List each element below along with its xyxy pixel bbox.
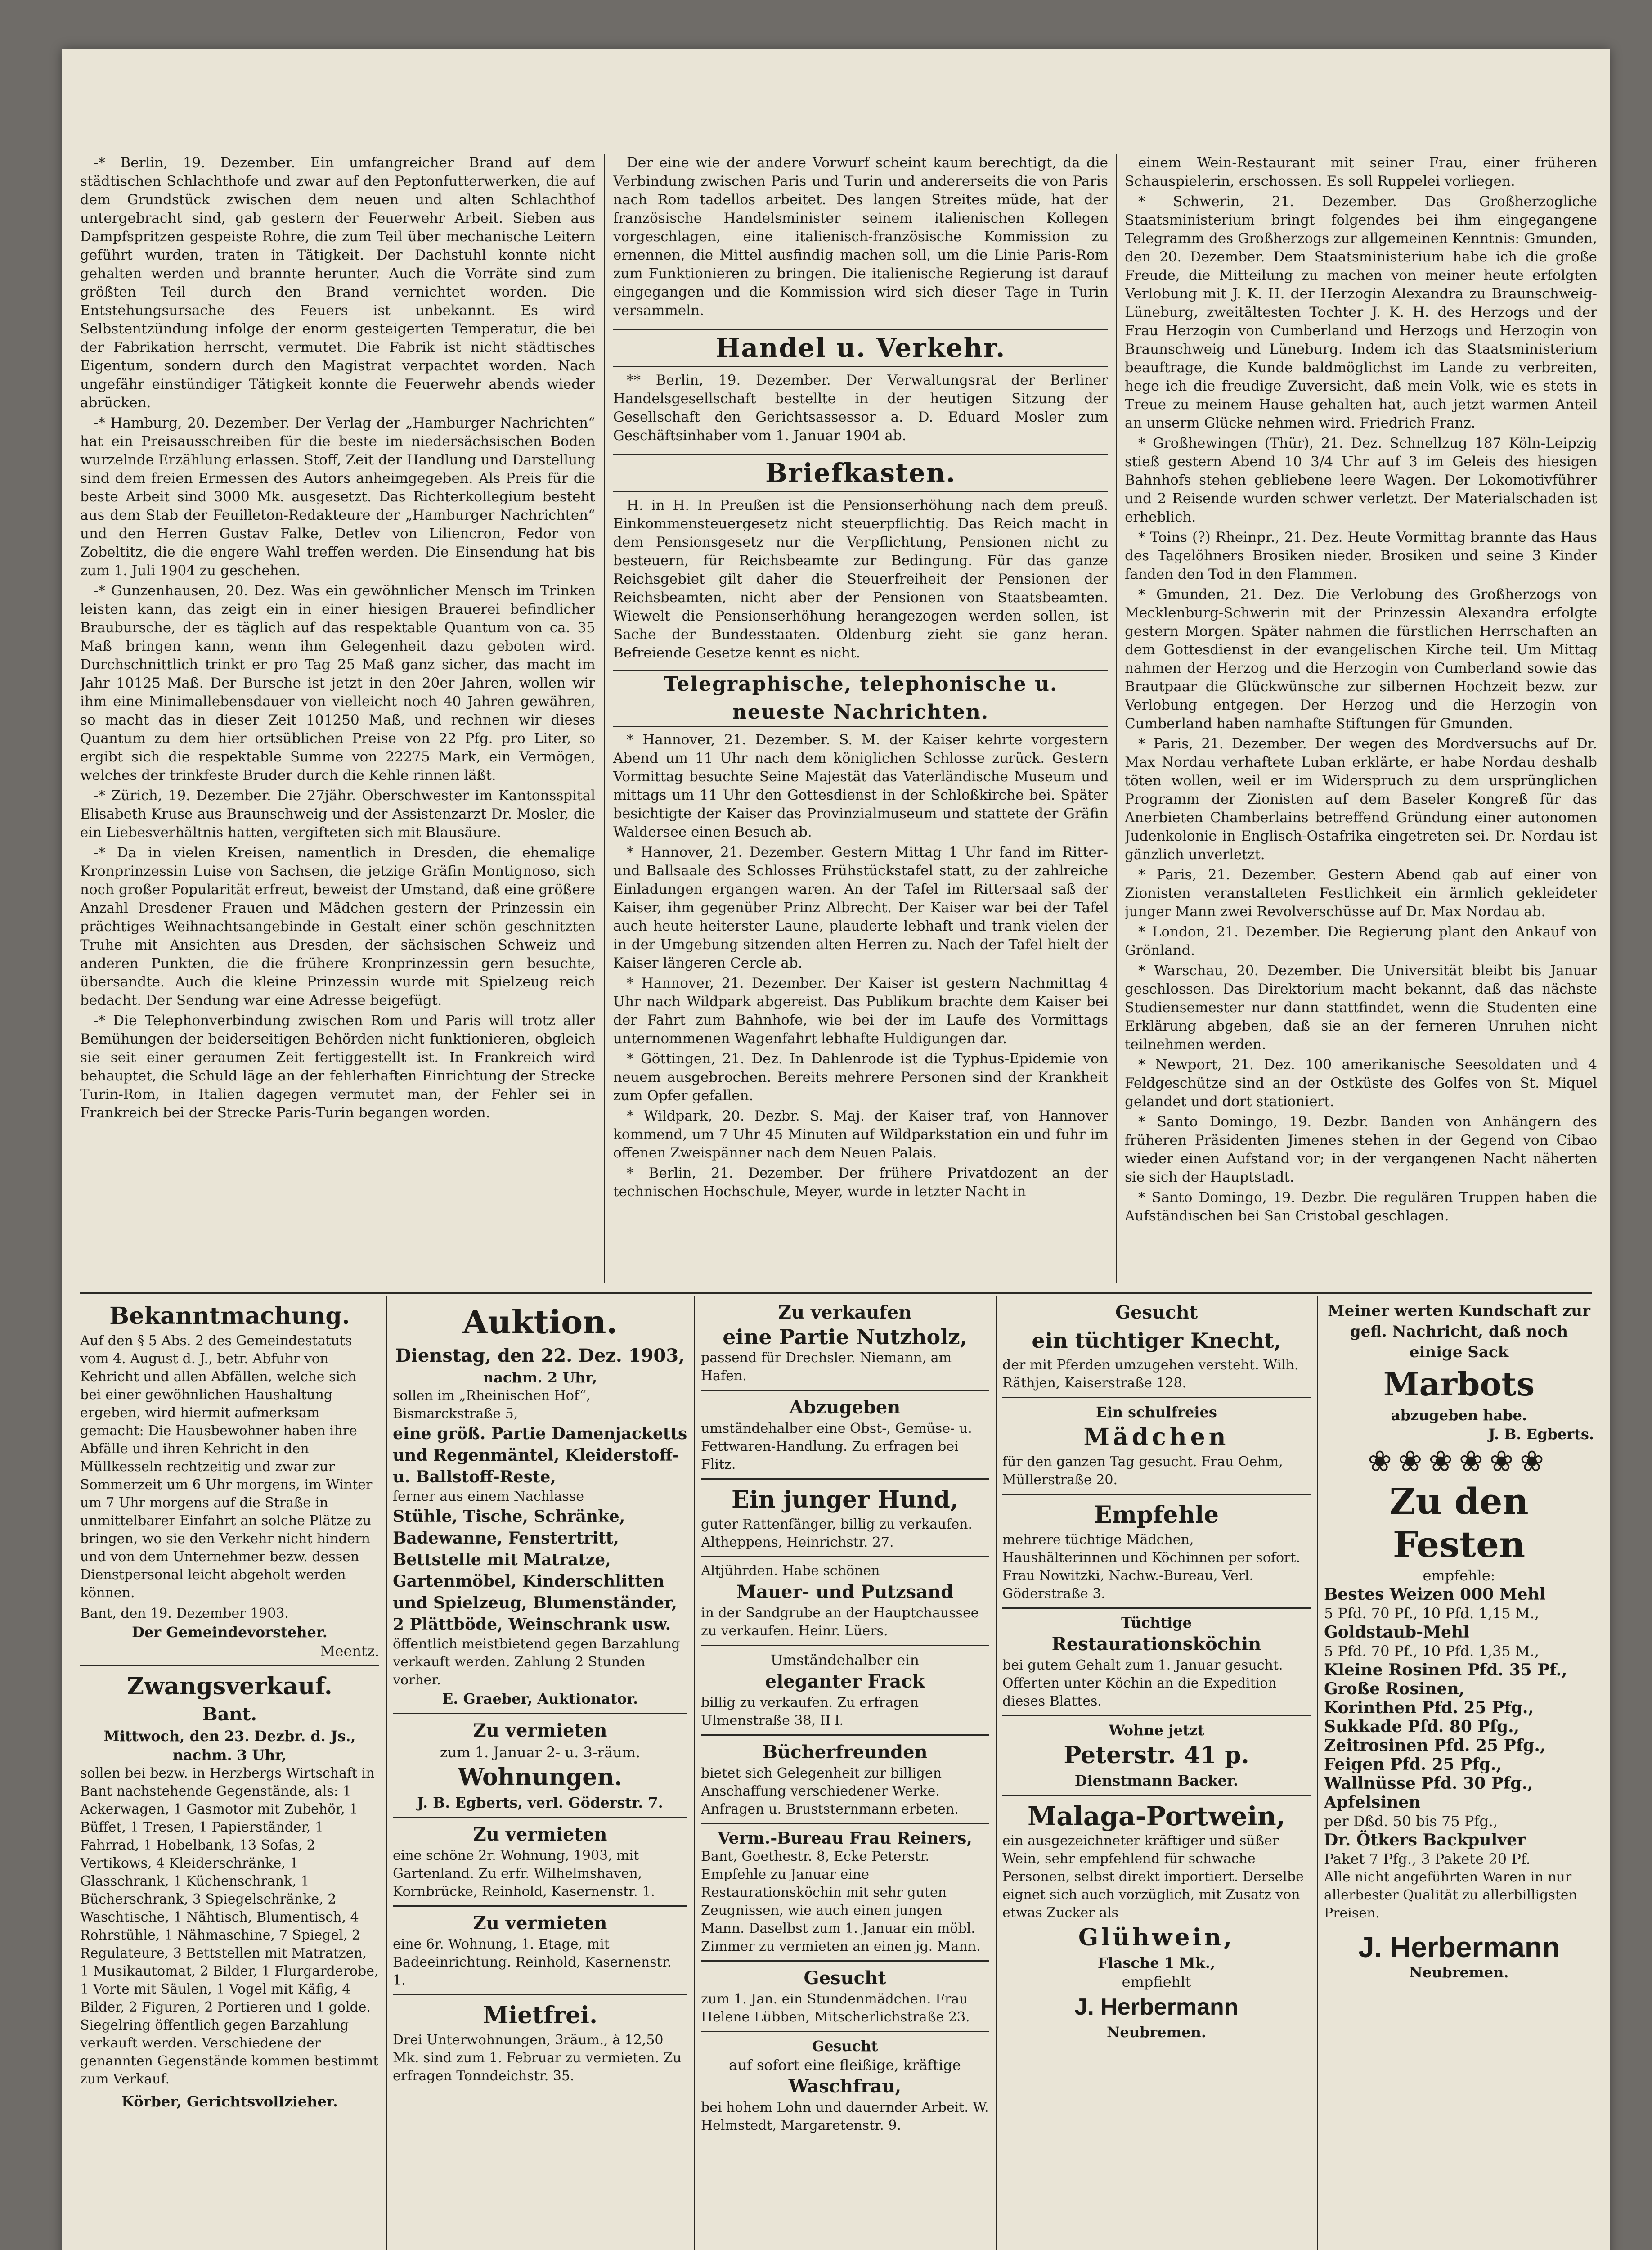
- ad-item: Bestes Weizen 000 Mehl: [1324, 1585, 1546, 1604]
- article: * Göttingen, 21. Dez. In Dahlenrode ist die Typhus-Epidemie von neuem ausgebrochen. Bereits mehrere Personen sind der Krankheit zum Opfer gefallen.: [613, 1051, 1108, 1104]
- ads-separator: [80, 1292, 1592, 1294]
- ad-title: Abzugeben: [789, 1397, 901, 1418]
- article: -* Hamburg, 20. Dezember. Der Verlag der „Hamburger Nachrichten“ hat ein Preisausschreiben für die beste im niedersächsischen Boden wurzelnde Erzählung erlassen. Stoff, Zeit der Handlung und Darstellung sind dem freien Ermessen des Autors anheimgegeben. Als Preis für die beste Arbeit sind 3000 Mk. ausgesetzt. Das Richterkollegium besteht aus dem Stab der Feuilleton-Redakteure der „Hamburger Nachrichten“ und den Herren Gustav Falke, Detlev von Liliencron, Fedor von Zobeltitz, die die engere Wahl treffen werden. Die Einsendung hat bis zum 1. Juli 1904 zu geschehen.: [80, 415, 595, 579]
- ad-items: Stühle, Tische, Schränke, Badewanne, Fenstertritt, Bettstelle mit Matratze, Gartenmöbel, Kinderschlitten und Spielzeug, Blumenständer, 2 Plättböde, Weinschrank usw.: [393, 1507, 678, 1634]
- ad-extra: ferner aus einem Nachlasse: [393, 1489, 584, 1504]
- ad-text: bei gutem Gehalt zum 1. Januar gesucht. Offerten unter Köchin an die Expedition dieses Blattes.: [1002, 1657, 1283, 1709]
- article: * Paris, 21. Dezember. Gestern Abend gab auf einer von Zionisten veranstalteten Festlichkeit ein ärmlich gekleideter junger Mann zwei Revolverschüsse auf Dr. Max Nordau ab.: [1125, 867, 1597, 920]
- ad-place: Neubremen.: [1409, 1964, 1509, 1981]
- ad-column-rule: [694, 1296, 695, 2250]
- ad-signature: Körber, Gerichtsvollzieher.: [121, 2093, 338, 2110]
- article: * Schwerin, 21. Dezember. Das Großherzogliche Staatsministerium bringt folgendes bei ihm eingegangene Telegramm des Großherzogs zur allgemeinen Kenntnis: Gmunden, den 20. Dezember. Dem Staatsministerium habe ich die große Freude, die Mitteilung zu machen von meiner heute erfolgten Verlobung mit J. K. H. der Herzogin Alexandra zu Braunschweig-Lüneburg, zweitältesten Tochter J. K. H. des Herzogs und der Frau Herzogin von Cumberland und Herzogs und Herzogin von Braunschweig und Lüneburg. Indem ich das Staatsministerium beauftrage, die Kunde baldmöglichst im Lande zu verbreiten, hege ich die freudige Zuversicht, daß mein Volk, wie es stets in Treue zu meinem Hause gehalten hat, auch jetzt warmen Anteil an unserm Glücke nehmen wird. Friedrich Franz.: [1125, 194, 1597, 431]
- article: einem Wein-Restaurant mit seiner Frau, einer früheren Schauspielerin, erschossen. Es soll Ruppelei vorliegen.: [1125, 155, 1597, 189]
- article: -* Die Telephonverbindung zwischen Rom und Paris will trotz aller Bemühungen der beiderseitigen Behörden nicht funktionieren, obgleich sie seit einer geraumen Zeit fertiggestellt ist. In Frankreich wird behauptet, die Schuld läge an der fehlerhaften Einrichtung der Strecke Turin-Rom, in Italien dagegen vermutet man, der Fehler sei in Frankreich bei der Strecke Paris-Turin begangen worden.: [80, 1012, 595, 1121]
- ad-column-3: [701, 1300, 989, 2250]
- article: * Warschau, 20. Dezember. Die Universität bleibt bis Januar geschlossen. Das Direktorium macht bekannt, daß das nächste Studiensemester nur dann stattfindet, wenn die Studenten eine Erklärung abgeben, daß sie an der ferneren Unruhen nicht teilnehmen werden.: [1125, 963, 1597, 1053]
- article: * Paris, 21. Dezember. Der wegen des Mordversuchs auf Dr. Max Nordau verhaftete Luban erklärte, er habe Nordau deshalb töten wollen, weil er im Widerspruch zu dem ursprünglichen Programm der Zionisten auf dem Baseler Kongreß für das Anerbieten Chamberlains betreffend Gründung einer autonomen Judenkolonie in Englisch-Ostafrika eingetreten sei. Dr. Nordau ist gänzlich unverletzt.: [1125, 736, 1597, 863]
- ad-place: Altjührden. Habe schönen: [701, 1563, 880, 1579]
- article: * Toins (?) Rheinpr., 21. Dez. Heute Vormittag brannte das Haus des Tagelöhners Brosiken nieder. Brosiken und seine 3 Kinder fanden den Tod in den Flammen.: [1125, 529, 1597, 582]
- ad-item: per Dßd. 50 bis 75 Pfg.,: [1324, 1813, 1498, 1830]
- ad-pre: Ein schulfreies: [1096, 1404, 1217, 1421]
- ad-text: für den ganzen Tag gesucht. Frau Oehm, Müllerstraße 20.: [1002, 1454, 1283, 1488]
- ad-text: Bant, Goethestr. 8, Ecke Peterstr. Empfehle zu Januar eine Restaurationsköchin mit sehr guten Zeugnissen, wie auch einen jungen Mann. Daselbst zum 1. Januar ein möbl. Zimmer zu vermieten an einen jg. Mann.: [701, 1849, 981, 1954]
- column-rule: [1116, 154, 1117, 1283]
- ad-title: Bücherfreunden: [762, 1742, 928, 1763]
- ad-text: guter Rattenfänger, billig zu verkaufen. Altheppens, Heinrichstr. 27.: [701, 1516, 973, 1550]
- ad-column-4: [1002, 1300, 1311, 2250]
- ad-title: Marbots: [1383, 1365, 1535, 1403]
- section-heading-handel: Handel u. Verkehr.: [613, 329, 1108, 367]
- ad-title: Zu vermieten: [473, 1912, 607, 1934]
- ad-place: sollen im „Rheinischen Hof“, Bismarckstraße 5,: [393, 1388, 591, 1422]
- newspaper-page: [62, 50, 1610, 2250]
- ad-text: Drei Unterwohnungen, 3räum., à 12,50 Mk. sind zum 1. Februar zu vermieten. Zu erfragen Tonndeichstr. 35.: [393, 2032, 682, 2084]
- ad-text: passend für Drechsler. Niemann, am Hafen.: [701, 1350, 952, 1384]
- ad-big: Glühwein,: [1078, 1924, 1235, 1951]
- ad-item: Apfelsinen: [1324, 1793, 1421, 1812]
- ad-column-rule: [386, 1296, 387, 2250]
- ad-title: Bekanntmachung.: [109, 1302, 350, 1330]
- ad-title: Mietfrei.: [482, 2002, 598, 2029]
- ad-title: Zu den Festen: [1389, 1480, 1529, 1566]
- ad-date: Bant, den 19. Dezember 1903.: [80, 1606, 289, 1621]
- ad-big: Wohnungen.: [458, 1764, 623, 1791]
- ad-title: Gesucht: [1115, 1302, 1198, 1323]
- ad-title: Peterstr. 41 p.: [1064, 1742, 1249, 1769]
- ad-item: Dr. Ötkers Backpulver: [1324, 1831, 1526, 1850]
- ad-item: Große Rosinen,: [1324, 1679, 1465, 1698]
- ad-title: J. Herbermann: [1074, 1994, 1239, 2020]
- ad-title: Verm.-Bureau Frau Reiners,: [718, 1829, 972, 1848]
- ad-item: Alle nicht angeführten Waren in nur allerbester Qualität zu allerbilligsten Preisen.: [1324, 1869, 1577, 1921]
- ad-pre: Tüchtige: [1121, 1614, 1192, 1631]
- ad-column-rule: [996, 1296, 997, 2250]
- ad-title: Zu verkaufen: [778, 1302, 912, 1323]
- ad-title: Gesucht: [804, 1967, 886, 1989]
- ad-text: bietet sich Gelegenheit zur billigen Anschaffung verschiedener Werke. Anfragen u. Bruststernmann erbeten.: [701, 1765, 959, 1817]
- article: * Berlin, 21. Dezember. Der frühere Privatdozent an der technischen Hochschule, Meyer, wurde in letzter Nacht in: [613, 1165, 1108, 1200]
- ad-title: Ein junger Hund,: [732, 1486, 958, 1513]
- ad-item: Kleine Rosinen Pfd. 35 Pf.,: [1324, 1660, 1567, 1679]
- ad-pre: Wohne jetzt: [1109, 1722, 1204, 1739]
- article: * Santo Domingo, 19. Dezbr. Banden von Anhängern des früheren Präsidenten Jimenes stehen in der Gegend von Cibao wieder einen Aufstand vor; in der vergangenen Nacht näherten sie sich der Hauptstadt.: [1125, 1114, 1597, 1185]
- ad-title: Mädchen: [1083, 1423, 1230, 1451]
- ad-item: Wallnüsse Pfd. 30 Pfg.,: [1324, 1774, 1533, 1793]
- ad-title: Zu vermieten: [473, 1720, 607, 1741]
- article: * London, 21. Dezember. Die Regierung plant den Ankauf von Grönland.: [1125, 924, 1597, 958]
- ad-sub: empfehle:: [1423, 1567, 1495, 1584]
- ad-place: Bant.: [202, 1704, 257, 1725]
- ad-signature: Der Gemeindevorsteher.: [132, 1624, 328, 1641]
- ad-title: Restaurationsköchin: [1051, 1634, 1261, 1655]
- section-heading-briefkasten: Briefkasten.: [613, 454, 1108, 492]
- ad-column-1: [80, 1300, 379, 2250]
- article: -* Da in vielen Kreisen, namentlich in Dresden, die ehemalige Kronprinzessin Luise von Sachsen, die jetzige Gräfin Montignoso, sich noch großer Popularität erfreut, beweist der Umstand, daß eine größere Anzahl Dresdener Frauen und Mädchen gestern der Prinzessin ein prächtiges Weihnachtsangebinde in Gestalt einer schön geschnitzten Truhe mit Ansichten aus Dresden, der sächsischen Schweiz und anderen Punkten, die die frühere Kronprinzessin gern besuchte, übersandte. Auch die kleine Prinzessin wurde mit Spielzeug reich bedacht. Der Sendung war eine Adresse beigefügt.: [80, 845, 595, 1008]
- ad-name: Dienstmann Backer.: [1074, 1772, 1239, 1789]
- ad-text: bei hohem Lohn und dauernder Arbeit. W. Helmstedt, Margaretenstr. 9.: [701, 2100, 989, 2133]
- ad-item: Feigen Pfd. 25 Pfg.,: [1324, 1755, 1502, 1774]
- ad-text: billig zu verkaufen. Zu erfragen Ulmenstraße 38, II l.: [701, 1695, 919, 1728]
- article: * Santo Domingo, 19. Dezbr. Die regulären Truppen haben die Aufständischen bei San Cristobal geschlagen.: [1125, 1189, 1597, 1224]
- ad-text: öffentlich meistbietend gegen Barzahlung verkauft werden. Zahlung 2 Stunden vorher.: [393, 1636, 680, 1688]
- article: H. in H. In Preußen ist die Pensionserhöhung nach dem preuß. Einkommensteuergesetz nicht steuerpflichtig. Das Reich macht in dem Pensionsgesetz nur die Verpflichtung, Pensionen nicht zu besteuern, für Reichsbeamte zur Bedingung. Für das ganze Reichsgebiet gilt daher die Steuerfreiheit der Pensionen der Reichsbeamten, nicht aber der Pensionen von Staatsbeamten. Wiewelt die Pensionserhöhung herangezogen werden sollen, ist Sache der Bundesstaaten. Oldenburg zieht sie ganz heran. Befreiende Gesetze kennt es nicht.: [613, 497, 1108, 661]
- ad-item: Korinthen Pfd. 25 Pfg.,: [1324, 1698, 1534, 1717]
- article: * Gmunden, 21. Dez. Die Verlobung des Großherzogs von Mecklenburg-Schwerin mit der Prinzessin Alexandra erfolgte gestern Morgen. Später nahmen die fürstlichen Herrschaften an dem Gottesdienst in der evangelischen Kirche teil. Um Mittag nahmen der Herzog und die Herzogin von Cumberland sowie das Brautpaar die Glückwünsche zur silbernen Hochzeit bezw. zur Verlobung entgegen. Der Herzog und die Herzogin von Cumberland haben namhafte Stiftungen für Gmunden.: [1125, 586, 1597, 732]
- ad-title: Zu vermieten: [473, 1824, 607, 1845]
- ad-title: eleganter Frack: [765, 1671, 925, 1692]
- article: -* Berlin, 19. Dezember. Ein umfangreicher Brand auf dem städtischen Schlachthofe und zwar auf den Peptonfutterwerken, die auf dem Grundstück zwischen dem neuen und alten Schlachthof untergebracht sind, gab gestern der Feuerwehr Arbeit. Sieben aus Dampfspritzen gespeiste Rohre, die zum Teil über mechanische Leitern geführt wurden, traten in Tätigkeit. Der Dachstuhl konnte nicht gehalten werden und brannte herunter. Auch die Vorräte sind zum größten Teil durch den Brand vernichtet worden. Die Entstehungsursache des Feuers ist unbekannt. Es wird Selbstentzündung infolge der enorm gesteigerten Temperatur, die bei der Fabrikation herrscht, vermutet. Die Fabrik ist nicht städtisches Eigentum, sondern durch den Magistrat verpachtet worden. Nach ungefähr einstündiger Tätigkeit konnte die Feuerwehr abends wieder abrücken.: [80, 155, 595, 411]
- article: * Wildpark, 20. Dezbr. S. Maj. der Kaiser traf, von Hannover kommend, um 7 Uhr 45 Minuten auf Wildparkstation ein und fuhr im offenen Zweispänner nach dem Neuen Palais.: [613, 1108, 1108, 1161]
- column-rule: [604, 154, 605, 1283]
- ad-text: zum 1. Jan. ein Stundenmädchen. Frau Helene Lübben, Mitscherlichstraße 23.: [701, 1991, 970, 2025]
- article: -* Gunzenhausen, 20. Dez. Was ein gewöhnlicher Mensch im Trinken leisten kann, das zeigt ein in einer hiesigen Brauerei befindlicher Braubursche, der es täglich auf das respektable Quantum von ca. 35 Maß bringen kann, wenn ihm Gelegenheit dazu geboten wird. Durchschnittlich trinkt er pro Tag 25 Maß ganz sicher, das macht im Jahr 10125 Maß. Der Bursche ist jetzt in den 20er Jahren, wollen wir ihm eine Minimallebensdauer von vielleicht noch 40 Jahren gewähren, so macht das in dieser Zeit 101250 Maß, und rechnen wir dieses Quantum zu dem hier ortsüblichen Preise von 22 Pfg. pro Liter, so ergibt sich die respektable Summe von 22275 Mark, ein Vermögen, welches der trinkfeste Bruder durch die Kehle rinnen läßt.: [80, 583, 595, 783]
- news-column-3: [1125, 154, 1597, 1283]
- ad-sub: abzugeben habe.: [1391, 1407, 1527, 1424]
- ad-title: J. Herbermann: [1358, 1931, 1560, 1963]
- ad-item: Sukkade Pfd. 80 Pfg.,: [1324, 1717, 1520, 1736]
- ad-name: J. B. Egberts, verl. Göderstr. 7.: [417, 1794, 663, 1811]
- article: -* Zürich, 19. Dezember. Die 27jähr. Oberschwester im Kantonsspital Elisabeth Kruse aus Braunschweig und der Assistenzarzt Dr. Mosler, die ein Liebesverhältnis hatten, vergifteten sich mit Blausäure.: [80, 788, 595, 841]
- ad-name: Meentz.: [320, 1642, 379, 1660]
- ad-column-2: [393, 1300, 687, 2250]
- ad-text: Auf den § 5 Abs. 2 des Gemeindestatuts vom 4. August d. J., betr. Abfuhr von Kehricht und allen Abfällen, welche sich bei einer gewöhnlichen Haushaltung ergeben, wird hiermit aufmerksam gemacht: Die Hausbewohner haben ihre Abfälle und ihren Kehricht in den Müllkesseln rechtzeitig und zwar zur Sommerzeit um 6 Uhr morgens, im Winter um 7 Uhr morgens auf die Straße in unmittelbarer Einfahrt an solche Plätze zu bringen, wo sie den Verkehr nicht hindern und von dem Unternehmer bezw. dessen Dienstpersonal leicht abgeholt werden können.: [80, 1333, 373, 1601]
- article: * Großhewingen (Thür), 21. Dez. Schnellzug 187 Köln-Leipzig stieß gestern Abend 10 3/4 Uhr auf 3 im Geleis des hiesigen Bahnhofs stehen gebliebene leere Wagen. Der Lokomotivführer und 2 Reisende wurden schwer verletzt. Der Materialschaden ist erheblich.: [1125, 435, 1597, 525]
- article: * Hannover, 21. Dezember. S. M. der Kaiser kehrte vorgestern Abend um 11 Uhr nach dem königlichen Schlosse zurück. Gestern Vormittag besuchte Seine Majestät das Vaterländische Museum und mittags um 11 Uhr den Gottesdienst in der Schloßkirche bei. Später besichtigte der Kaiser das Provinzialmuseum und stattete der Gräfin Waldersee einen Besuch ab.: [613, 732, 1108, 840]
- ad-text: eine schöne 2r. Wohnung, 1903, mit Gartenland. Zu erfr. Wilhelmshaven, Kornbrücke, Reinhold, Kasernenstr. 1.: [393, 1848, 655, 1899]
- ad-item: Zeitrosinen Pfd. 25 Pfg.,: [1324, 1736, 1546, 1755]
- ad-title: Empfehle: [1094, 1501, 1219, 1529]
- article: * Newport, 21. Dez. 100 amerikanische Seesoldaten und 4 Feldgeschütze sind an der Ostküste des Golfes von St. Miquel gelandet und dort stationiert.: [1125, 1057, 1597, 1110]
- ad-title: Gesucht: [812, 2038, 878, 2055]
- ad-date: Mittwoch, den 23. Dezbr. d. Js., nachm. 3 Uhr,: [103, 1728, 356, 1764]
- ad-title: Mauer- und Putzsand: [736, 1581, 954, 1602]
- ad-column-5: [1324, 1300, 1594, 2250]
- ad-signature: E. Graeber, Auktionator.: [442, 1690, 638, 1707]
- article: Der eine wie der andere Vorwurf scheint kaum berechtigt, da die Verbindung zwischen Paris und Turin und andererseits die von Paris nach Rom tadellos arbeitet. Des langen Streites müde, hat der französische Handelsminister seinem italienischen Kollegen vorgeschlagen, eine italienisch-französische Kommission zu ernennen, die Mittel ausfindig machen soll, um die Linie Paris-Rom zum Funktionieren zu bringen. Die italienische Regierung ist darauf eingegangen und die Kommission wird sich dieser Tage in Turin versammeln.: [613, 155, 1108, 319]
- ad-time: nachm. 2 Uhr,: [483, 1369, 597, 1386]
- ad-item: 5 Pfd. 70 Pf., 10 Pfd. 1,15 M.,: [1324, 1605, 1539, 1622]
- ad-title: Malaga-Portwein,: [1028, 1801, 1285, 1832]
- ad-big: eine Partie Nutzholz,: [723, 1325, 967, 1349]
- ad-item: 5 Pfd. 70 Pf., 10 Pfd. 1,35 M.,: [1324, 1642, 1539, 1660]
- ad-column-rule: [1317, 1296, 1318, 2250]
- ad-title: Auktion.: [462, 1303, 618, 1341]
- ad-sub: zum 1. Januar 2- u. 3-räum.: [440, 1744, 641, 1761]
- ad-item: Paket 7 Pfg., 3 Pakete 20 Pf.: [1324, 1850, 1531, 1868]
- ad-title: Zwangsverkauf.: [127, 1673, 332, 1700]
- ad-date: Dienstag, den 22. Dez. 1903,: [395, 1345, 685, 1366]
- ad-price: Flasche 1 Mk.,: [1097, 1954, 1216, 1971]
- ad-text: der mit Pferden umzugehen versteht. Wilh. Räthjen, Kaiserstraße 128.: [1002, 1357, 1299, 1391]
- ad-place: Neubremen.: [1106, 2024, 1207, 2041]
- ad-text: eine 6r. Wohnung, 1. Etage, mit Badeeinrichtung. Reinhold, Kasernenstr. 1.: [393, 1936, 672, 1988]
- news-column-2: [613, 154, 1108, 1283]
- ad-more: empfiehlt: [1122, 1973, 1191, 1990]
- article: * Hannover, 21. Dezember. Gestern Mittag 1 Uhr fand im Ritter- und Ballsaale des Schlosses Frühstückstafel statt, zu der zahlreiche Einladungen ergangen waren. An der Tafel im Rittersaal saß der Kaiser, ihm gegenüber Prinz Albrecht. Der Kaiser war bei der Tafel auch heute heiterster Laune, plauderte lebhaft und trank vielen der in der Umgebung sitzenden alten Herren zu. Nach der Tafel hielt der Kaiser längeren Cercle ab.: [613, 844, 1108, 971]
- ad-text: umständehalber eine Obst-, Gemüse- u. Fettwaren-Handlung. Zu erfragen bei Flitz.: [701, 1421, 972, 1472]
- ad-text: in der Sandgrube an der Hauptchaussee zu verkaufen. Heinr. Lüers.: [701, 1605, 979, 1639]
- news-column-1: [80, 154, 595, 1283]
- ornament-icon: ❀❀❀❀❀❀: [1368, 1445, 1550, 1478]
- article: ** Berlin, 19. Dezember. Der Verwaltungsrat der Berliner Handelsgesellschaft bestellte in der heutigen Sitzung der Gesellschaft den Gerichtsassessor a. D. Eduard Mosler zum Geschäftsinhaber vom 1. Januar 1904 ab.: [613, 372, 1108, 444]
- ad-big: Waschfrau,: [788, 2076, 902, 2097]
- ad-text: Meiner werten Kundschaft zur gefl. Nachricht, daß noch einige Sack: [1328, 1302, 1590, 1361]
- ad-signature: J. B. Egberts.: [1488, 1426, 1594, 1443]
- ad-pre: Umständehalber ein: [770, 1652, 920, 1669]
- ad-text: mehrere tüchtige Mädchen, Haushälterinnen und Köchinnen per sofort. Frau Nowitzki, Nachw.-Bureau, Verl. Göderstraße 3.: [1002, 1532, 1300, 1602]
- ad-text: ein ausgezeichneter kräftiger und süßer Wein, sehr empfehlend für schwache Personen, selbst direkt importiert. Derselbe eignet sich auch vorzüglich, mit Zusatz von etwas Zucker als: [1002, 1833, 1304, 1921]
- article: * Hannover, 21. Dezember. Der Kaiser ist gestern Nachmittag 4 Uhr nach Wildpark abgereist. Das Publikum brachte dem Kaiser bei der Fahrt zum Bahnhofe, wie bei der im Laufe des Vormittags unternommenen Wagenfahrt lebhafte Huldigungen dar.: [613, 975, 1108, 1047]
- section-heading-telegraph: Telegraphische, telephonische u. neueste Nachrichten.: [613, 670, 1108, 727]
- ad-text: auf sofort eine fleißige, kräftige: [729, 2056, 961, 2074]
- ad-big: ein tüchtiger Knecht,: [1032, 1328, 1281, 1353]
- ad-text: sollen bei bezw. in Herzbergs Wirtschaft in Bant nachstehende Gegenstände, als: 1 Ackerwagen, 1 Gasmotor mit Zubehör, 1 Büffet, 1 Tresen, 1 Papierständer, 1 Fahrrad, 1 Hobelbank, 13 Sofas, 2 Vertikows, 4 Kleiderschränke, 1 Glasschrank, 1 Küchenschrank, 1 Bücherschrank, 3 Spiegelschränke, 2 Waschtische, 1 Nähtisch, Blumentisch, 4 Rohrstühle, 1 Nähmaschine, 7 Spiegel, 2 Regulateure, 3 Bettstellen mit Matratzen, 1 Musikautomat, 2 Bilder, 1 Flurgarderobe, 1 Vorte mit Säulen, 1 Vogel mit Käfig, 4 Bilder, 2 Figuren, 2 Portieren und 1 golde. Siegelring öffentlich gegen Barzahlung verkauft werden. Verschiedene der genannten Gegenstände kommen bestimmt zum Verkauf.: [80, 1765, 379, 2087]
- ad-item: Goldstaub-Mehl: [1324, 1623, 1469, 1642]
- ad-items: eine größ. Partie Damenjacketts und Regenmäntel, Kleiderstoff- u. Ballstoff-Reste,: [393, 1424, 687, 1486]
